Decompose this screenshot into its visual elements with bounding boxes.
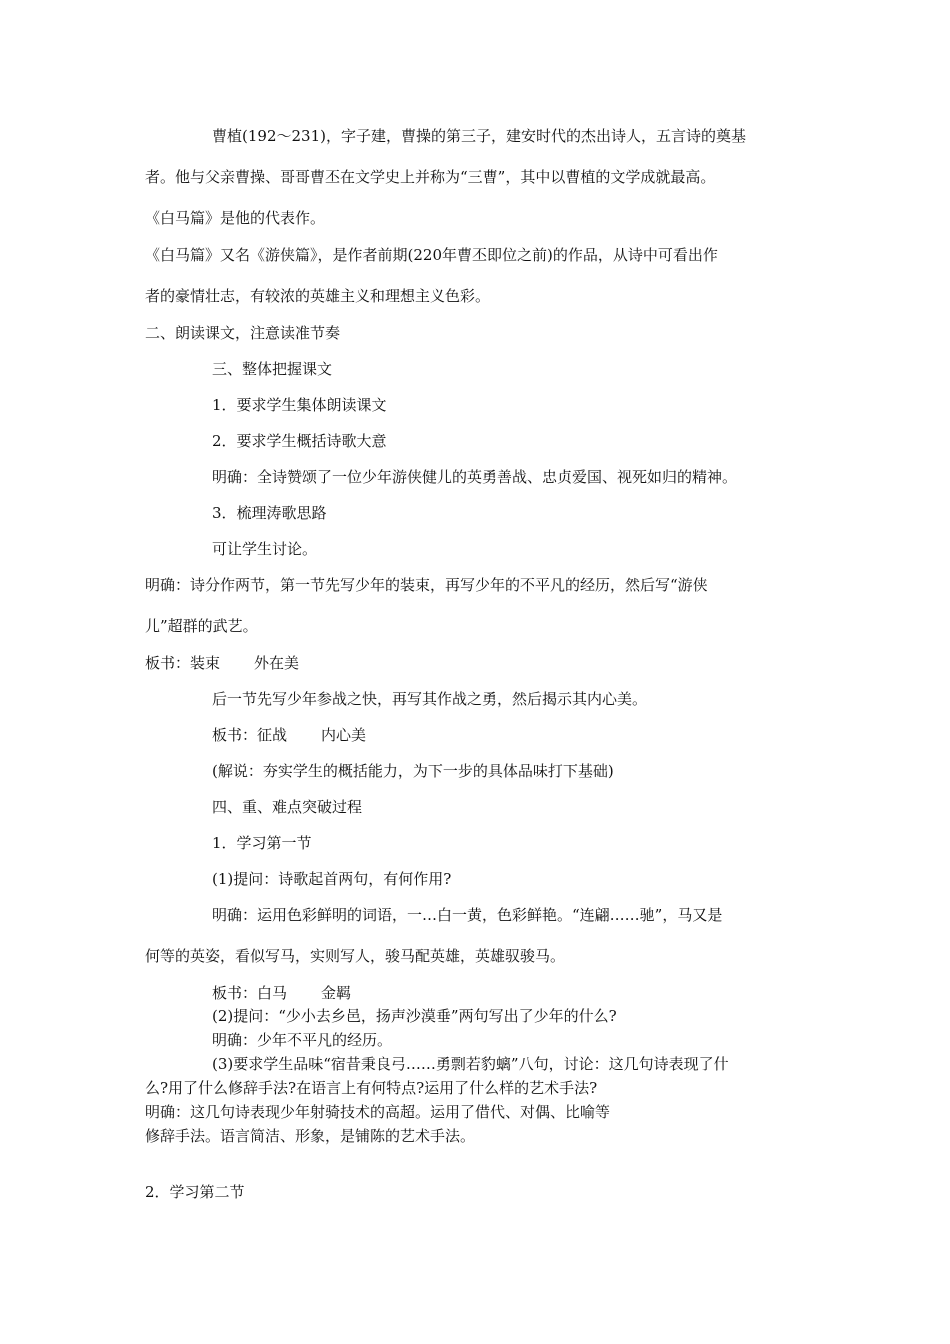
intro-line-3: 《白马篇》是他的代表作。 xyxy=(145,209,326,227)
clarification-text: 明确：诗分作两节，第一节先写少年的装束，再写少年的不平凡的经历，然后写“游侠 xyxy=(145,576,708,594)
background-line-1: 《白马篇》又名《游侠篇》，是作者前期(220年曹丕即位之前)的作品，从诗中可看出作 xyxy=(145,246,718,264)
blackboard-note xyxy=(212,725,366,745)
clarification-text: 明确：这几句诗表现少年射骑技术的高超。运用了借代、对偶、比喻等 xyxy=(145,1103,611,1121)
body-text: 可让学生讨论。 xyxy=(212,540,318,558)
clarification-text: 明确：运用色彩鲜明的词语，一…白一黄，色彩鲜艳。“连翩……驰”，马又是 xyxy=(212,906,723,924)
blackboard-value: 外在美 xyxy=(254,654,300,672)
clarification-text: 何等的英姿，看似写马，实则写人，骏马配英雄，英雄驭骏马。 xyxy=(145,947,566,965)
blackboard-note xyxy=(212,983,351,1003)
clarification-text: 修辞手法。语言简洁、形象，是铺陈的艺术手法。 xyxy=(145,1127,476,1145)
blackboard-label: 板书：征战 xyxy=(212,726,288,744)
background-line-2: 者的豪情壮志，有较浓的英雄主义和理想主义色彩。 xyxy=(145,287,491,305)
question-text: 么?用了什么修辞手法?在语言上有何特点?运用了什么样的艺术手法? xyxy=(145,1079,598,1097)
subsection-heading: 1．学习第一节 xyxy=(212,834,312,852)
body-text: 后一节先写少年参战之快，再写其作战之勇，然后揭示其内心美。 xyxy=(212,690,648,708)
section-heading: 四、重、难点突破过程 xyxy=(212,798,363,816)
section-heading: 三、整体把握课文 xyxy=(212,360,333,378)
clarification-text: 儿”超群的武艺。 xyxy=(145,617,258,635)
question-text: (2)提问：“少小去乡邑，扬声沙漠垂”两句写出了少年的什么? xyxy=(212,1007,617,1025)
question-text: (3)要求学生品味“宿昔秉良弓……勇剽若豹螭”八句，讨论：这几句诗表现了什 xyxy=(212,1055,729,1073)
annotation-note: (解说：夯实学生的概括能力，为下一步的具体品味打下基础) xyxy=(212,762,614,780)
subsection-heading: 2．学习第二节 xyxy=(145,1183,245,1201)
intro-line-1: 曹植(192～231)，字子建，曹操的第三子，建安时代的杰出诗人，五言诗的奠基 xyxy=(212,127,746,145)
blackboard-value: 金羁 xyxy=(321,984,352,1002)
blackboard-value: 内心美 xyxy=(321,726,367,744)
section-heading: 二、朗读课文，注意读准节奏 xyxy=(145,324,341,342)
blackboard-note xyxy=(145,653,299,673)
list-item: 1．要求学生集体朗读课文 xyxy=(212,396,387,414)
clarification-text: 明确：少年不平凡的经历。 xyxy=(212,1031,393,1049)
list-item: 3．梳理涛歌思路 xyxy=(212,504,327,522)
list-item: 2．要求学生概括诗歌大意 xyxy=(212,432,387,450)
blackboard-label: 板书：白马 xyxy=(212,984,288,1002)
question-text: (1)提问：诗歌起首两句，有何作用? xyxy=(212,870,452,888)
blackboard-label: 板书：装束 xyxy=(145,654,221,672)
clarification-text: 明确：全诗赞颂了一位少年游侠健儿的英勇善战、忠贞爱国、视死如归的精神。 xyxy=(212,468,738,486)
intro-line-2: 者。他与父亲曹操、哥哥曹丕在文学史上并称为“三曹”，其中以曹植的文学成就最高。 xyxy=(145,168,716,186)
